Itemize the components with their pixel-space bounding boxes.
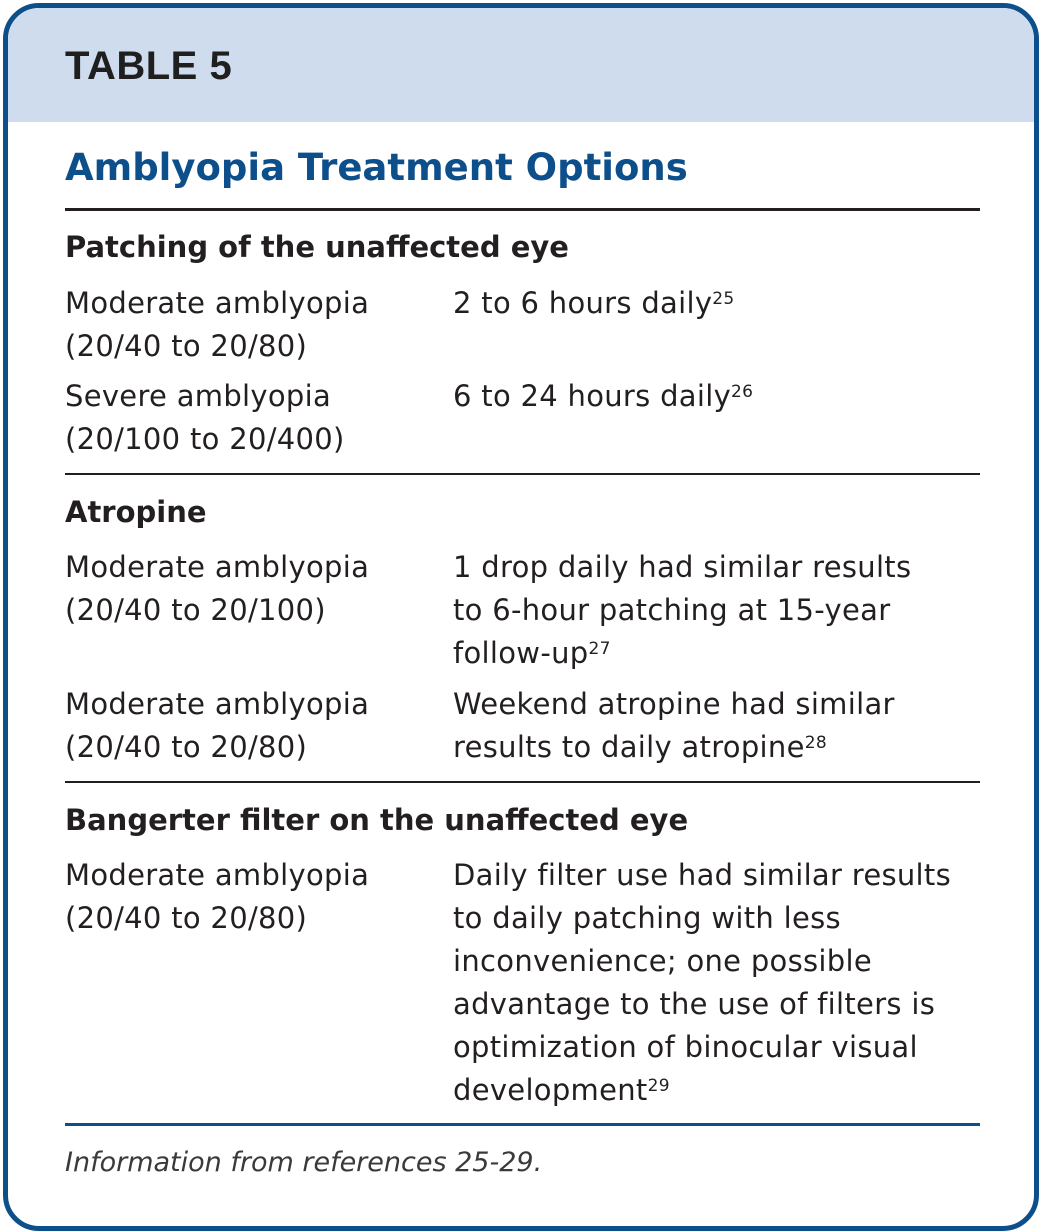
result-cell <box>453 282 993 325</box>
section-divider <box>65 781 980 783</box>
result-line: Weekend atropine had similar <box>453 687 895 721</box>
result-text: 6 to 24 hours daily <box>453 379 732 413</box>
condition-cell <box>65 683 435 769</box>
reference-superscript: 25 <box>712 289 735 309</box>
result-line: optimization of binocular visual <box>453 1030 918 1064</box>
result-line: to daily patching with less <box>453 901 841 935</box>
result-cell <box>453 546 993 675</box>
result-line: 1 drop daily had similar results <box>453 550 912 584</box>
section-heading-atropine: Atropine <box>65 495 207 529</box>
condition-cell <box>65 282 435 368</box>
reference-superscript: 26 <box>731 382 754 402</box>
result-cell <box>453 854 993 1112</box>
table-title: Amblyopia Treatment Options <box>65 146 688 189</box>
result-text: results to daily atropine <box>453 730 805 764</box>
result-line <box>453 632 993 675</box>
condition-cell <box>65 546 435 632</box>
reference-superscript: 29 <box>647 1076 670 1096</box>
section-heading-bangerter: Bangerter filter on the unaffected eye <box>65 803 689 837</box>
table-number-label: TABLE 5 <box>65 44 233 88</box>
condition-line: Moderate amblyopia <box>65 687 370 721</box>
reference-superscript: 27 <box>588 639 611 659</box>
result-line <box>453 375 993 418</box>
result-line <box>453 1069 993 1112</box>
result-line: to 6-hour patching at 15-year <box>453 593 891 627</box>
result-cell <box>453 375 993 418</box>
section-divider <box>65 473 980 475</box>
condition-line: Moderate amblyopia <box>65 286 370 320</box>
result-line <box>453 726 993 769</box>
title-divider <box>65 208 980 211</box>
result-line: Daily filter use had similar results <box>453 858 951 892</box>
condition-line: (20/40 to 20/100) <box>65 593 326 627</box>
result-cell <box>453 683 993 769</box>
condition-line: Severe amblyopia <box>65 379 332 413</box>
source-footnote: Information from references 25-29. <box>65 1147 543 1178</box>
condition-line: (20/100 to 20/400) <box>65 422 345 456</box>
table-card <box>3 3 1039 1231</box>
condition-line: Moderate amblyopia <box>65 858 370 892</box>
condition-cell <box>65 375 435 461</box>
result-line: inconvenience; one possible <box>453 944 872 978</box>
result-text: follow-up <box>453 636 589 670</box>
condition-cell <box>65 854 435 940</box>
result-text: development <box>453 1073 648 1107</box>
condition-line: (20/40 to 20/80) <box>65 901 308 935</box>
result-line <box>453 282 993 325</box>
condition-line: Moderate amblyopia <box>65 550 370 584</box>
reference-superscript: 28 <box>804 733 827 753</box>
result-text: 2 to 6 hours daily <box>453 286 713 320</box>
section-heading-patching: Patching of the unaffected eye <box>65 230 569 264</box>
result-line: advantage to the use of filters is <box>453 987 936 1021</box>
condition-line: (20/40 to 20/80) <box>65 730 308 764</box>
table-bottom-rule <box>65 1123 980 1126</box>
condition-line: (20/40 to 20/80) <box>65 329 308 363</box>
